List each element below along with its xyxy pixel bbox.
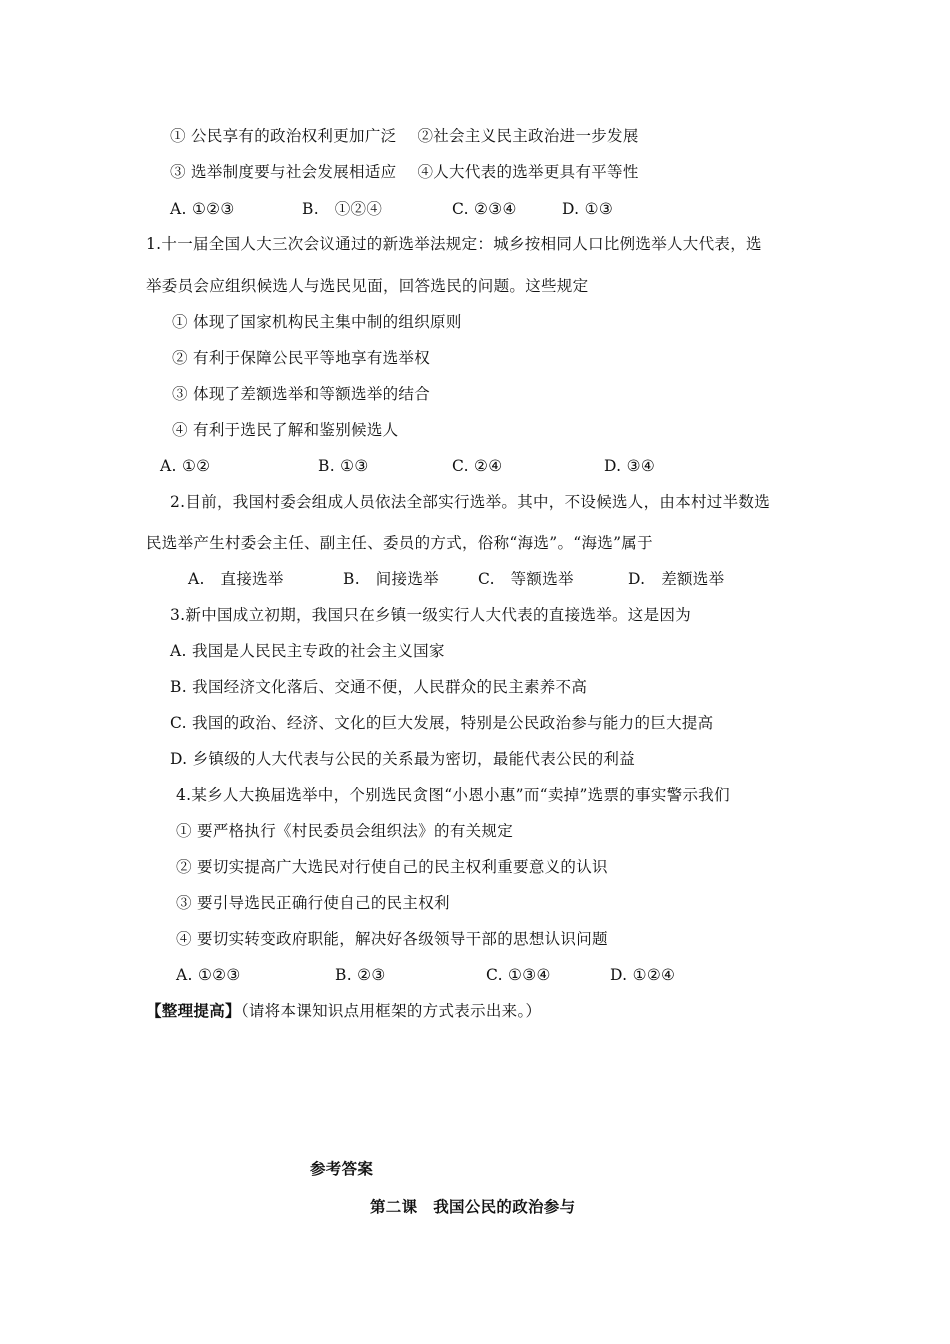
option-d: D. 差额选举 xyxy=(628,570,725,588)
q4-statement-3: ③ 要引导选民正确行使自己的民主权利 xyxy=(176,894,450,912)
q1-statement-3: ③ 体现了差额选举和等额选举的结合 xyxy=(172,385,431,403)
option-b: B. 间接选举 xyxy=(343,570,439,588)
q1-statement-1: ① 体现了国家机构民主集中制的组织原则 xyxy=(172,313,462,331)
lesson-title: 第二课 我国公民的政治参与 xyxy=(370,1198,576,1216)
option-b: B. ①②④ xyxy=(302,200,383,218)
option-b: B. ②③ xyxy=(335,966,386,984)
summary-heading: 【整理提高】 xyxy=(146,1002,241,1020)
q3-option-a: A. 我国是人民民主专政的社会主义国家 xyxy=(170,642,445,660)
q1-stem-line1: 1.十一届全国人大三次会议通过的新选举法规定：城乡按相同人口比例选举人大代表，选 xyxy=(146,235,762,253)
option-d: D. ①②④ xyxy=(610,966,676,984)
q4-stem: 4.某乡人大换届选举中，个别选民贪图“小恩小惠”而“卖掉”选票的事实警示我们 xyxy=(176,786,730,804)
answer-key-title: 参考答案 xyxy=(310,1160,374,1178)
q4-statement-4: ④ 要切实转变政府职能，解决好各级领导干部的思想认识问题 xyxy=(176,930,608,948)
q4-statement-1: ① 要严格执行《村民委员会组织法》的有关规定 xyxy=(176,822,514,840)
option-c: C. ②③④ xyxy=(452,200,517,218)
option-a: A. ①②③ xyxy=(176,966,241,984)
option-c: C. 等额选举 xyxy=(478,570,574,588)
q2-stem-line2: 民选举产生村委会主任、副主任、委员的方式，俗称“海选”。“海选”属于 xyxy=(146,534,653,552)
option-a: A. ①② xyxy=(160,457,211,475)
summary-section xyxy=(146,1001,541,1021)
q3-option-d: D. 乡镇级的人大代表与公民的关系最为密切，最能代表公民的利益 xyxy=(170,750,636,768)
option-c: C. ①③④ xyxy=(486,966,551,984)
q1-stem-line2: 举委员会应组织候选人与选民见面，回答选民的问题。这些规定 xyxy=(146,277,589,295)
q4-statement-2: ② 要切实提高广大选民对行使自己的民主权利重要意义的认识 xyxy=(176,858,608,876)
option-a: A. 直接选举 xyxy=(188,570,284,588)
q3-option-b: B. 我国经济文化落后、交通不便，人民群众的民主素养不高 xyxy=(170,678,588,696)
pre-question-statements-2: ③ 选举制度要与社会发展相适应 ④人大代表的选举更具有平等性 xyxy=(170,163,639,181)
q2-stem-line1: 2.目前，我国村委会组成人员依法全部实行选举。其中，不设候选人，由本村过半数选 xyxy=(170,493,770,511)
option-d: D. ③④ xyxy=(604,457,656,475)
pre-question-statements-1: ① 公民享有的政治权利更加广泛 ②社会主义民主政治进一步发展 xyxy=(170,127,639,145)
q3-stem: 3.新中国成立初期，我国只在乡镇一级实行人大代表的直接选举。这是因为 xyxy=(170,606,691,624)
option-b: B. ①③ xyxy=(318,457,369,475)
option-d: D. ①③ xyxy=(562,200,614,218)
q3-option-c: C. 我国的政治、经济、文化的巨大发展，特别是公民政治参与能力的巨大提高 xyxy=(170,714,714,732)
option-a: A. ①②③ xyxy=(170,200,235,218)
q1-statement-2: ② 有利于保障公民平等地享有选举权 xyxy=(172,349,431,367)
summary-instruction: （请将本课知识点用框架的方式表示出来。） xyxy=(240,1002,542,1020)
option-c: C. ②④ xyxy=(452,457,503,475)
q1-statement-4: ④ 有利于选民了解和鉴别候选人 xyxy=(172,421,399,439)
